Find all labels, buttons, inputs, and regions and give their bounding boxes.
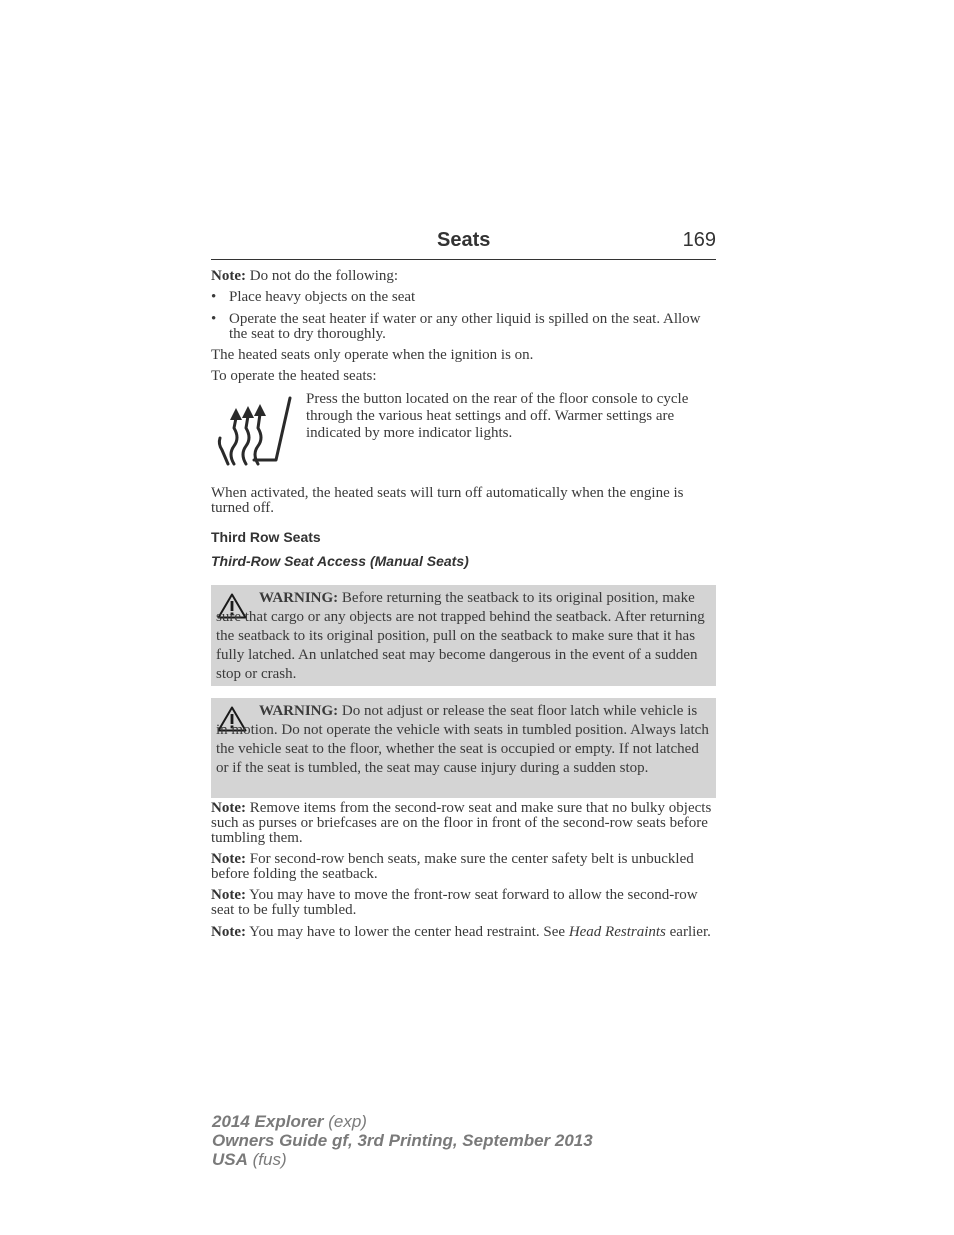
note-text: You may have to move the front-row seat forward to allow the second-row seat to be fully tumbled. bbox=[211, 887, 698, 918]
note-paragraph bbox=[211, 924, 716, 941]
note-paragraph bbox=[211, 801, 716, 846]
paragraph-ignition: The heated seats only operate when the ignition is on. bbox=[211, 347, 534, 363]
warning-label: WARNING: bbox=[259, 703, 339, 719]
cross-reference-link[interactable]: Head Restraints bbox=[568, 924, 666, 940]
warning-label: WARNING: bbox=[259, 590, 339, 606]
list-item-text: Place heavy objects on the seat bbox=[229, 289, 416, 305]
note-paragraph bbox=[211, 852, 716, 882]
subsection-heading: Third-Row Seat Access (Manual Seats) bbox=[211, 553, 469, 569]
note-text: earlier. bbox=[665, 924, 711, 940]
bullet-mark: • bbox=[211, 311, 217, 327]
icon-description: Press the button located on the rear of the floor console to cycle through the various heat settings and off. Warmer settings are indicated by more indicator lights. bbox=[306, 391, 689, 441]
warning-box bbox=[211, 698, 716, 798]
warning-text: Do not adjust or release the seat floor latch while vehicle is in motion. Do not operate the vehicle with seats in tumbled position. Always latch the vehicle seat to the floor, whether the seat is occupied or empty. If not latched or if the seat is tumbled, the seat may cause injury during a sudden stop. bbox=[216, 703, 709, 776]
note-label: Note: bbox=[211, 800, 246, 816]
page-header bbox=[211, 229, 716, 260]
note-label: Note: bbox=[211, 924, 246, 940]
footer-region-code: (fus) bbox=[247, 1150, 287, 1169]
heated-seat-icon bbox=[214, 394, 296, 468]
warning-text: Before returning the seatback to its original position, make sure that cargo or any objects are not trapped behind the seatback. After returning the seatback to its original position, pull on the seatback to make sure that it has fully latched. An unlatched seat may become dangerous in the event of a sudden stop or crash. bbox=[216, 590, 705, 682]
footer-region: USA bbox=[212, 1150, 248, 1169]
note-text: Remove items from the second-row seat and make sure that no bulky objects such as purses or briefcases are on the floor in front of the second-row seats before tumbling them. bbox=[211, 800, 712, 846]
footer-line bbox=[212, 1112, 593, 1131]
note-label: Note: bbox=[211, 887, 246, 903]
section-heading: Third Row Seats bbox=[211, 529, 321, 545]
note-label: Note: bbox=[211, 268, 246, 284]
footer-guide: Owners Guide gf, 3rd Printing, September 2013 bbox=[212, 1131, 593, 1150]
page-number: 169 bbox=[682, 229, 716, 251]
list-item-text: Operate the seat heater if water or any other liquid is spilled on the seat. Allow the seat to dry thoroughly. bbox=[229, 311, 701, 342]
footer-line bbox=[212, 1131, 593, 1150]
note-text: For second-row bench seats, make sure the center safety belt is unbuckled before folding the seatback. bbox=[211, 851, 694, 882]
note-paragraph bbox=[211, 888, 716, 918]
note-paragraph bbox=[211, 269, 716, 284]
page-footer bbox=[212, 1112, 593, 1169]
paragraph-operate: To operate the heated seats: bbox=[211, 368, 377, 384]
footer-model: 2014 Explorer bbox=[212, 1112, 324, 1131]
footer-model-code: (exp) bbox=[323, 1112, 367, 1131]
note-text: You may have to lower the center head restraint. See bbox=[245, 924, 569, 940]
warning-box bbox=[211, 585, 716, 686]
section-title: Seats bbox=[437, 229, 491, 251]
note-text: Do not do the following: bbox=[245, 268, 399, 284]
footer-line bbox=[212, 1150, 593, 1169]
paragraph-activated: When activated, the heated seats will turn off automatically when the engine is turned off. bbox=[211, 485, 684, 516]
bullet-mark: • bbox=[211, 289, 217, 305]
note-label: Note: bbox=[211, 851, 246, 867]
